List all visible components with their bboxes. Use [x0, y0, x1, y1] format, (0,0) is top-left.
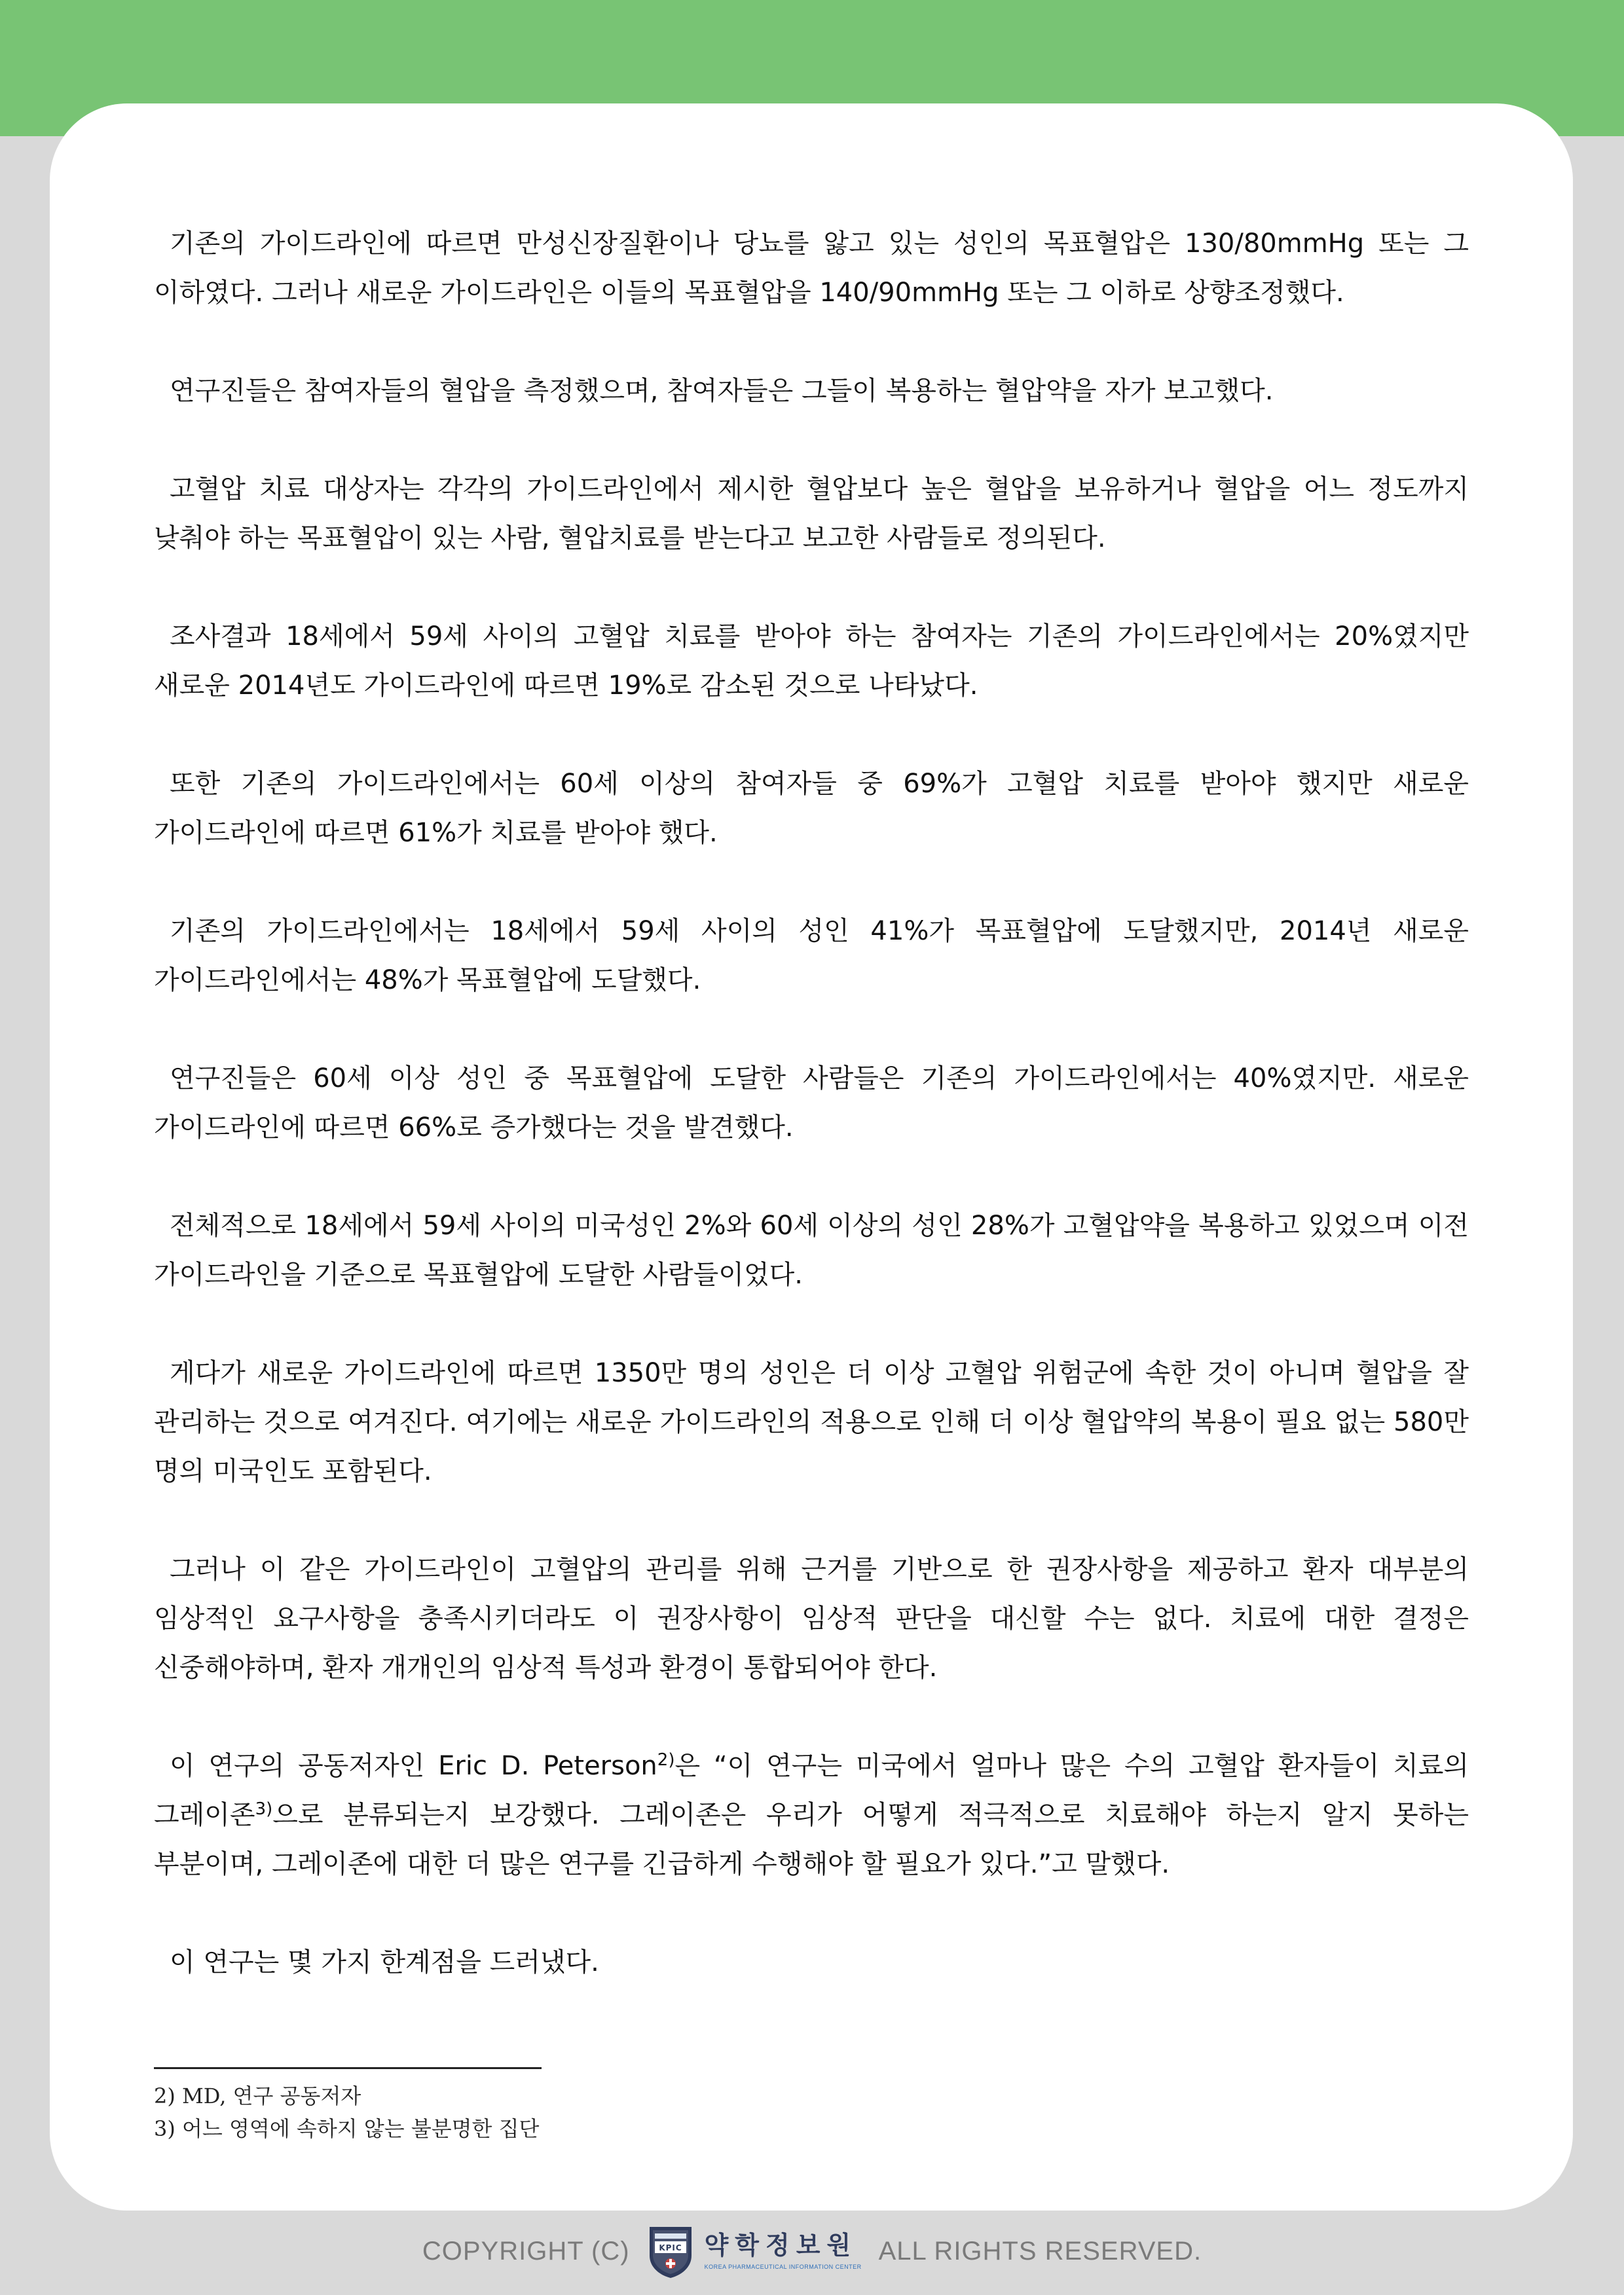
rights-text: ALL RIGHTS RESERVED.	[878, 2236, 1202, 2266]
footnote-3: 3) 어느 영역에 속하지 않는 불분명한 집단	[154, 2116, 540, 2141]
copyright-text: COPYRIGHT (C)	[422, 2236, 630, 2266]
footnote-divider	[154, 2067, 542, 2069]
article-body	[154, 219, 1469, 1987]
paragraph: 기존의 가이드라인에서는 18세에서 59세 사이의 성인 41%가 목표혈압에 도달했지만, 2014년 새로운 가이드라인에서는 48%가 목표혈압에 도달했다.	[154, 916, 1469, 995]
quote-text-part3: 으로 분류되는지 보강했다. 그레이존은 우리가 어떻게 적극적으로 치료해야 하는지 알지 못하는 부분이며, 그레이존에 대한 더 많은 연구를 긴급하게 수행해야 할 필요가 있다.”고 말했다.	[154, 1800, 1469, 1879]
footnote-ref-2[interactable]: 2)	[657, 1750, 675, 1770]
paragraph: 고혈압 치료 대상자는 각각의 가이드라인에서 제시한 혈압보다 높은 혈압을 보유하거나 혈압을 어느 정도까지 낮춰야 하는 목표혈압이 있는 사람, 혈압치료를 받는다고 보고한 사람들로 정의된다.	[154, 474, 1469, 553]
kpic-logo	[647, 2223, 862, 2279]
quote-text-part1: 이 연구의 공동저자인 Eric D. Peterson	[170, 1751, 657, 1781]
closing-paragraph: 이 연구는 몇 가지 한계점을 드러냈다.	[170, 1947, 599, 1977]
footnote-ref-3[interactable]: 3)	[255, 1799, 273, 1819]
paragraph: 게다가 새로운 가이드라인에 따르면 1350만 명의 성인은 더 이상 고혈압 위험군에 속한 것이 아니며 혈압을 잘 관리하는 것으로 여겨진다. 여기에는 새로운 가이드라인의 적용으로 인해 더 이상 혈압약의 복용이 필요 없는 580만 명의 미국인도 포함된다.	[154, 1358, 1469, 1486]
quote-paragraph	[154, 1742, 1469, 1889]
logo-text	[705, 2231, 862, 2271]
logo-badge-text: KPIC	[658, 2243, 682, 2252]
paragraph: 연구진들은 60세 이상 성인 중 목표혈압에 도달한 사람들은 기존의 가이드라인에서는 40%였지만. 새로운 가이드라인에 따르면 66%로 증가했다는 것을 발견했다.	[154, 1063, 1469, 1143]
paragraph: 기존의 가이드라인에 따르면 만성신장질환이나 당뇨를 앓고 있는 성인의 목표혈압은 130/80mmHg 또는 그 이하였다. 그러나 새로운 가이드라인은 이들의 목표혈압을 140/90mmHg 또는 그 이하로 상향조정했다.	[154, 229, 1469, 308]
footnote-2: 2) MD, 연구 공동저자	[154, 2084, 361, 2108]
paragraph: 연구진들은 참여자들의 혈압을 측정했으며, 참여자들은 그들이 복용하는 혈압약을 자가 보고했다.	[170, 376, 1274, 406]
footnotes	[154, 2080, 539, 2145]
copyright-footer	[0, 2225, 1624, 2277]
paragraph: 그러나 이 같은 가이드라인이 고혈압의 관리를 위해 근거를 기반으로 한 권장사항을 제공하고 환자 대부분의 임상적인 요구사항을 충족시키더라도 이 권장사항이 임상적 판단을 대신할 수는 없다. 치료에 대한 결정은 신중해야하며, 환자 개개인의 임상적 특성과 환경이 통합되어야 한다.	[154, 1554, 1469, 1683]
paragraph: 조사결과 18세에서 59세 사이의 고혈압 치료를 받아야 하는 참여자는 기존의 가이드라인에서는 20%였지만 새로운 2014년도 가이드라인에 따르면 19%로 감소된 것으로 나타났다.	[154, 621, 1469, 701]
paragraph: 또한 기존의 가이드라인에서는 60세 이상의 참여자들 중 69%가 고혈압 치료를 받아야 했지만 새로운 가이드라인에 따르면 61%가 치료를 받아야 했다.	[154, 769, 1469, 848]
kpic-shield-icon	[647, 2223, 694, 2279]
quote-text-part2: 은 “이 연구는 미국에서 얼마나 많은 수의 고혈압 환자들이 치료의 그레이존	[154, 1751, 1469, 1830]
logo-name-ko: 약학정보원	[704, 2231, 858, 2260]
paragraph: 전체적으로 18세에서 59세 사이의 미국성인 2%와 60세 이상의 성인 28%가 고혈압약을 복용하고 있었으며 이전 가이드라인을 기준으로 목표혈압에 도달한 사람들이었다.	[154, 1211, 1469, 1290]
logo-name-en: KOREA PHARMACEUTICAL INFORMATION CENTER	[704, 2264, 862, 2270]
